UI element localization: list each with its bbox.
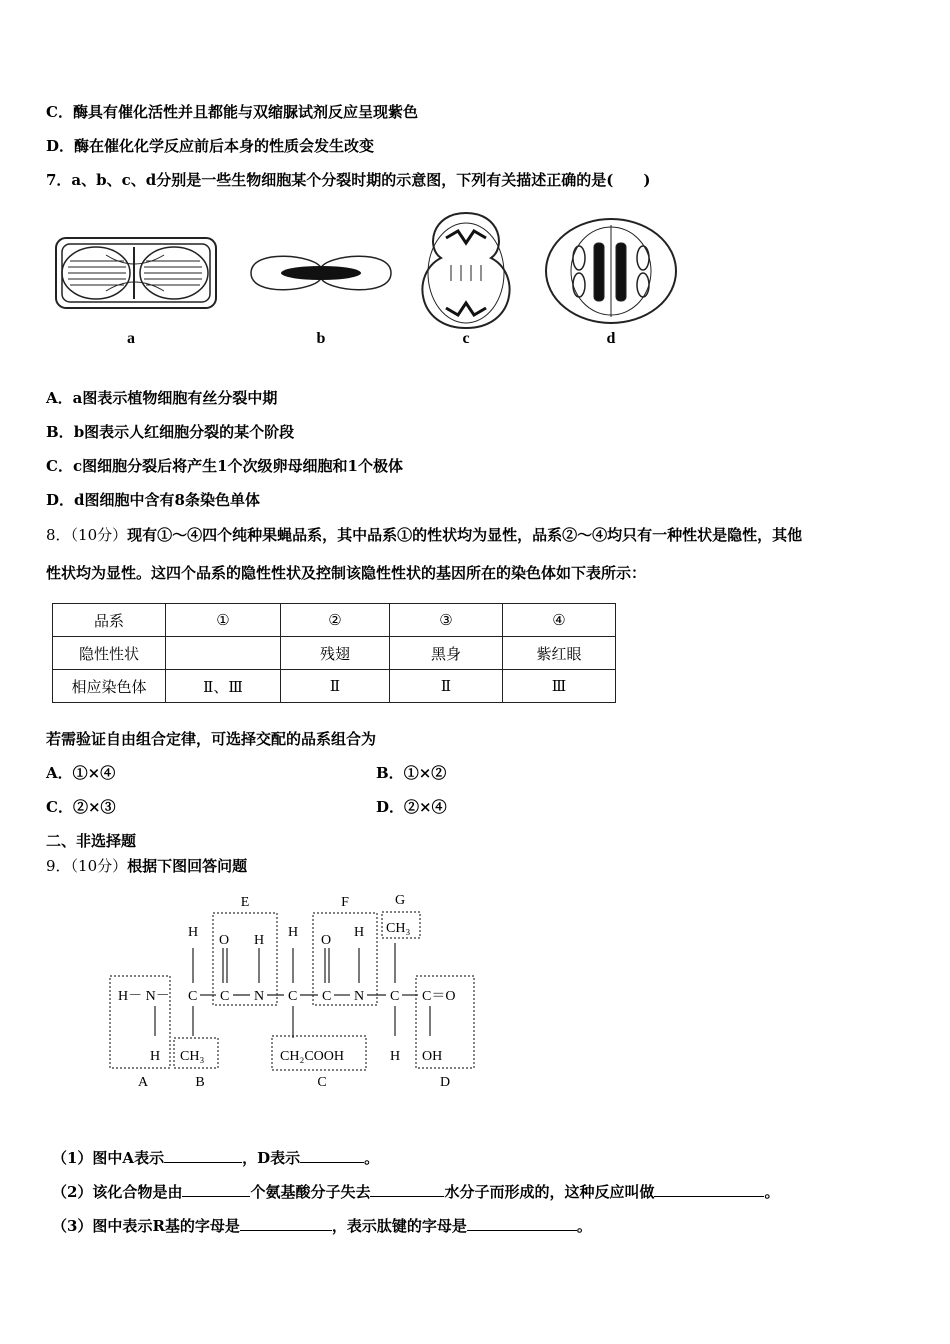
peptide-diagram [100, 888, 490, 1093]
answer-blank[interactable] [654, 1182, 764, 1197]
q8-option-c: C．②×③ [46, 798, 116, 816]
svg-text:N: N [254, 989, 265, 1004]
label-c: c [462, 330, 470, 347]
q8-stem-line2: 性状均为显性。这四个品系的隐性性状及控制该隐性性状的基因所在的染色体如下表所示： [46, 564, 647, 582]
table-row: 相应染色体 Ⅱ、Ⅲ Ⅱ Ⅱ Ⅲ [53, 670, 616, 703]
svg-text:OH: OH [422, 1049, 443, 1064]
svg-text:F: F [341, 895, 349, 910]
cell-c [422, 213, 509, 328]
svg-text:CH₂COOH: CH₂COOH [280, 1049, 344, 1064]
label-b: b [316, 330, 326, 347]
svg-text:H: H [354, 925, 365, 940]
svg-text:G: G [394, 893, 406, 908]
section-title: 二、非选择题 [46, 832, 137, 850]
svg-text:C: C [288, 989, 298, 1004]
svg-text:H: H [254, 933, 265, 948]
answer-blank[interactable] [240, 1216, 332, 1231]
svg-text:C: C [188, 989, 198, 1004]
cell-division-figure [46, 203, 690, 358]
q8-stem-line1: 8．（10分）现有①～④四个纯种果蝇品系，其中品系①的性状均为显性，品系②～④均只有一种性状是隐性，其他 [46, 526, 803, 544]
q6-option-d: D．酶在催化化学反应前后本身的性质会发生改变 [46, 137, 375, 155]
svg-text:C: C [390, 989, 400, 1004]
svg-text:C: C [220, 989, 230, 1004]
answer-blank[interactable] [300, 1148, 364, 1163]
q7-option-a: A．a图表示植物细胞有丝分裂中期 [46, 389, 278, 407]
svg-text:E: E [240, 895, 250, 910]
svg-text:D: D [439, 1075, 451, 1090]
label-a: a [127, 330, 135, 347]
q8-question: 若需验证自由组合定律，可选择交配的品系组合为 [46, 730, 377, 748]
answer-blank[interactable] [467, 1216, 577, 1231]
answer-blank[interactable] [164, 1148, 242, 1163]
svg-text:N: N [354, 989, 365, 1004]
svg-text:C: C [322, 989, 332, 1004]
q9-sub1: （1）图中A表示 ，D表示 。 [52, 1149, 380, 1167]
svg-text:B: B [195, 1075, 205, 1090]
table-row: 隐性性状 残翅 黑身 紫红眼 [53, 637, 616, 670]
q8-option-b: B．①×② [376, 764, 447, 782]
strain-table [52, 603, 616, 703]
svg-text:H: H [188, 925, 199, 940]
svg-text:C＝O: C＝O [422, 989, 456, 1004]
q7-stem: 7．a、b、c、d分别是一些生物细胞某个分裂时期的示意图，下列有关描述正确的是( ) [46, 171, 651, 189]
svg-text:H: H [288, 925, 299, 940]
q9-sub2: （2）该化合物是由 个氨基酸分子失去 水分子而形成的，这种反应叫做 。 [52, 1183, 780, 1201]
cell-d [546, 219, 676, 323]
q7-option-b: B．b图表示人红细胞分裂的某个阶段 [46, 423, 295, 441]
answer-blank[interactable] [182, 1182, 250, 1197]
svg-text:H－ N－: H－ N－ [118, 989, 170, 1004]
svg-text:H: H [150, 1049, 161, 1064]
svg-text:H: H [390, 1049, 401, 1064]
svg-text:CH₃: CH₃ [180, 1049, 205, 1064]
svg-text:A: A [137, 1075, 149, 1090]
q7-option-c: C．c图细胞分裂后将产生1个次级卵母细胞和1个极体 [46, 457, 403, 475]
q7-option-d: D．d图细胞中含有8条染色单体 [46, 491, 260, 509]
table-row: 品系 ① ② ③ ④ [53, 604, 616, 637]
q8-option-a: A．①×④ [46, 764, 116, 782]
svg-text:O: O [219, 933, 230, 948]
svg-text:CH₃: CH₃ [386, 921, 411, 936]
cell-a [56, 238, 216, 308]
cell-b [251, 256, 391, 290]
svg-text:C: C [317, 1075, 327, 1090]
answer-blank[interactable] [370, 1182, 444, 1197]
q9-stem: 9．（10分）根据下图回答问题 [46, 857, 248, 875]
svg-text:O: O [321, 933, 332, 948]
q9-sub3: （3）图中表示R基的字母是 ，表示肽键的字母是 。 [52, 1217, 592, 1235]
label-d: d [606, 330, 616, 347]
q6-option-c: C．酶具有催化活性并且都能与双缩脲试剂反应呈现紫色 [46, 103, 418, 121]
q8-option-d: D．②×④ [376, 798, 447, 816]
